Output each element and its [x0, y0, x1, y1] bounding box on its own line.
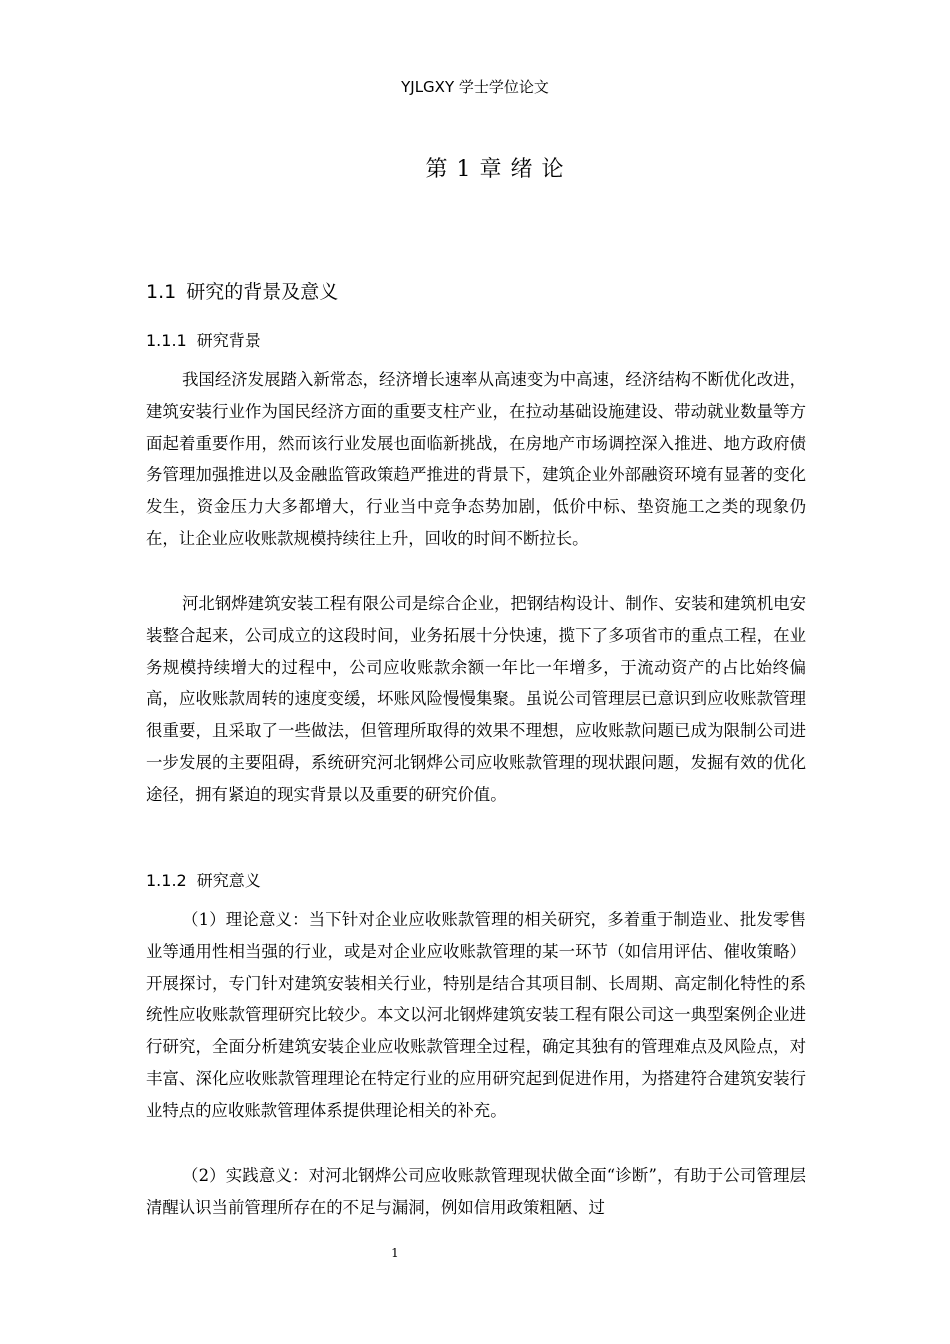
subsection-number: 1.1.2 — [146, 871, 187, 890]
body-paragraph: 河北钢烨建筑安装工程有限公司是综合企业，把钢结构设计、制作、安装和建筑机电安装整合起来，公司成立的这段时间，业务拓展十分快速，揽下了多项省市的重点工程，在业务规模持续增大的过程中，公司应收账款余额一年比一年增多，于流动资产的占比始终偏高，应收账款周转的速度变缓，坏账风险慢慢集聚。虽说公司管理层已意识到应收账款管理很重要，且采取了一些做法，但管理所取得的效果不理想，应收账款问题已成为限制公司进一步发展的主要阻碍，系统研究河北钢烨公司应收账款管理的现状跟问题，发掘有效的优化途径，拥有紧迫的现实背景以及重要的研究价值。 — [146, 594, 806, 804]
body-paragraph: （2）实践意义：对河北钢烨公司应收账款管理现状做全面“诊断”，有助于公司管理层清醒认识当前管理所存在的不足与漏洞，例如信用政策粗陋、过 — [146, 1166, 806, 1217]
body-paragraph: 我国经济发展踏入新常态，经济增长速率从高速变为中高速，经济结构不断优化改进，建筑安装行业作为国民经济方面的重要支柱产业，在拉动基础设施建设、带动就业数量等方面起着重要作用，然而该行业发展也面临新挑战，在房地产市场调控深入推进、地方政府债务管理加强推进以及金融监管政策趋严推进的背景下，建筑企业外部融资环境有显著的变化发生，资金压力大多都增大，行业当中竞争态势加剧，低价中标、垫资施工之类的现象仍在，让企业应收账款规模持续往上升，回收的时间不断拉长。 — [146, 370, 806, 548]
body-paragraph: （1）理论意义：当下针对企业应收账款管理的相关研究，多着重于制造业、批发零售业等通用性相当强的行业，或是对企业应收账款管理的某一环节（如信用评估、催收策略）开展探讨，专门针对建筑安装相关行业，特别是结合其项目制、长周期、高定制化特性的系统性应收账款管理研究比较少。本文以河北钢烨建筑安装工程有限公司这一典型案例企业进行研究，全面分析建筑安装企业应收账款管理全过程，确定其独有的管理难点及风险点，对丰富、深化应收账款管理理论在特定行业的应用研究起到促进作用，为搭建符合建筑安装行业特点的应收账款管理体系提供理论相关的补充。 — [146, 910, 806, 1120]
section-number: 1.1 — [146, 281, 177, 303]
page-number: 1 — [391, 1246, 399, 1260]
subsection-heading-1-1-1 — [146, 328, 261, 351]
section-title: 研究的背景及意义 — [186, 281, 339, 303]
subsection-heading-1-1-2 — [146, 868, 261, 891]
section-heading-1-1 — [146, 277, 338, 304]
running-header: YJLGXY 学士学位论文 — [401, 78, 549, 96]
subsection-title: 研究背景 — [196, 331, 261, 350]
chapter-title: 第 1 章 绪 论 — [425, 157, 565, 182]
subsection-title: 研究意义 — [196, 871, 261, 890]
subsection-number: 1.1.1 — [146, 331, 187, 350]
